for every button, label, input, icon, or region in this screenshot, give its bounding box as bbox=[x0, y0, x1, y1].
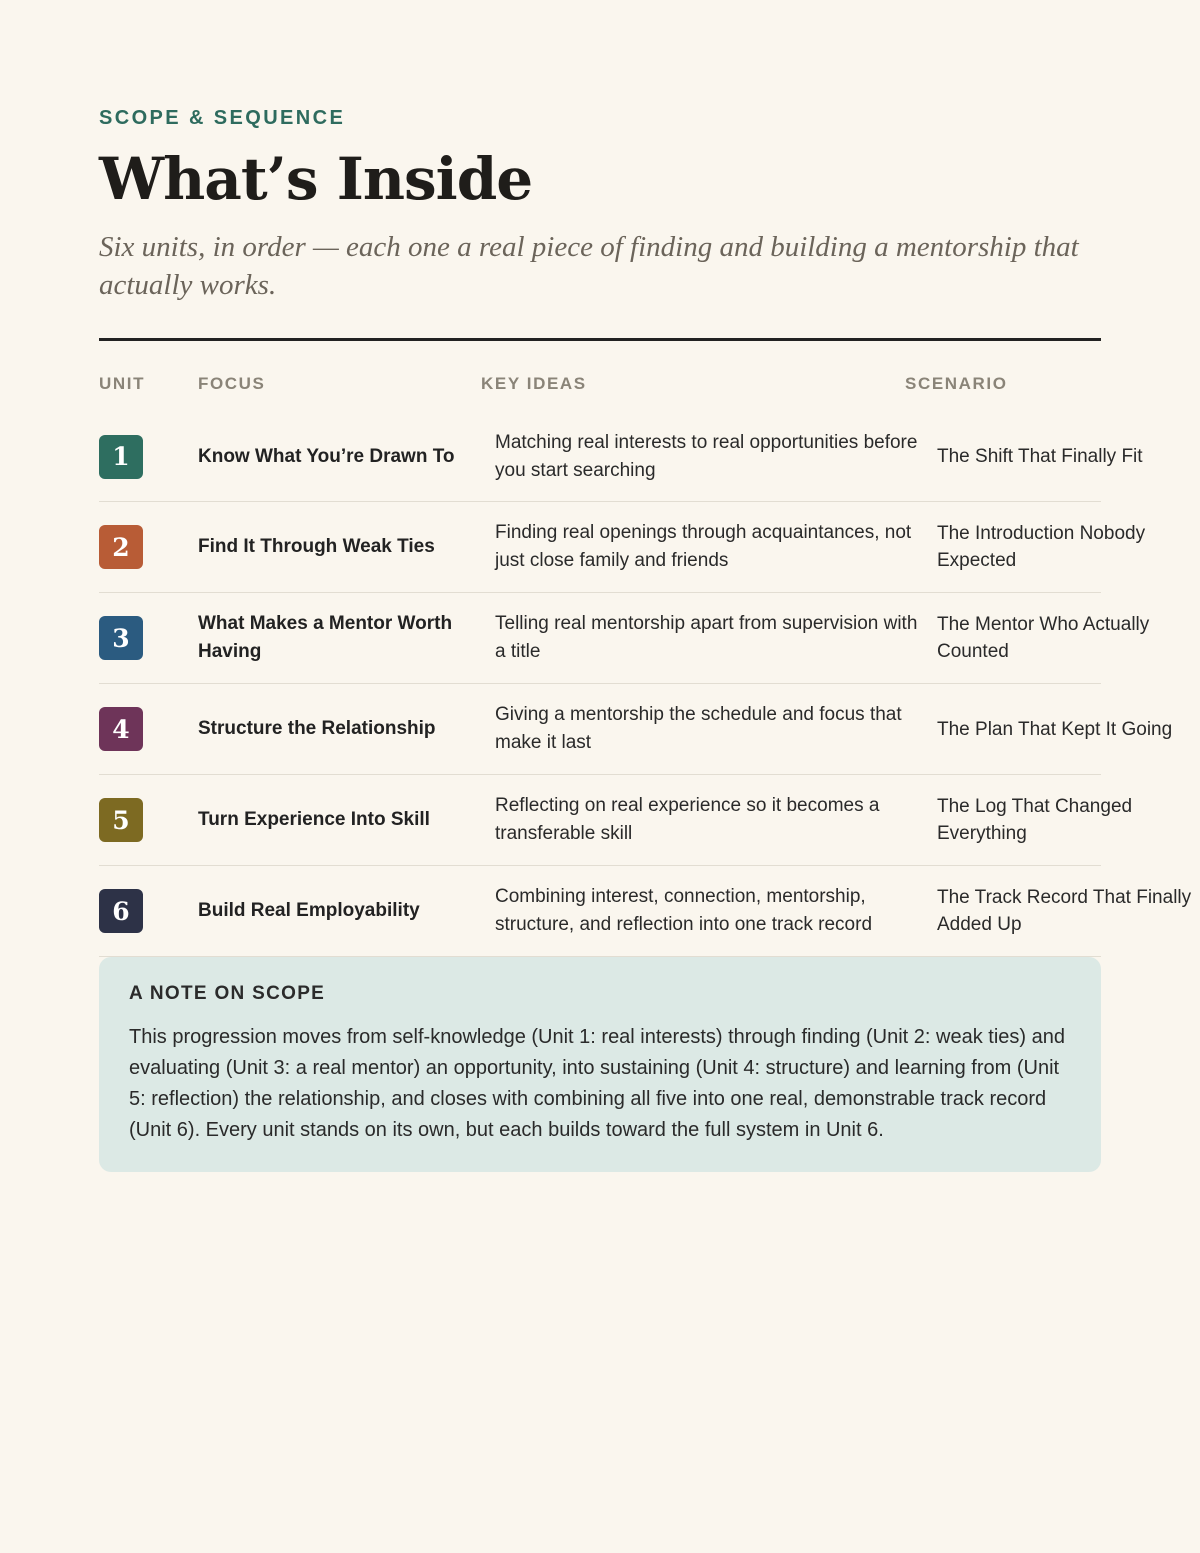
table-body bbox=[99, 412, 1192, 957]
note-body: This progression moves from self-knowledge (Unit 1: real interests) through finding (Unit 2: weak ties) and evaluating (Unit 3: a real mentor) an opportunity, into sustaining (Unit 4: structure) and learning from (Unit 5: reflection) the relationship, and closes with combining all five into one real, demonstrable track record (Unit 6). Every unit stands on its own, but each builds toward the full system in Unit 6. bbox=[129, 1026, 1065, 1141]
column-header-scenario: SCENARIO bbox=[905, 374, 1008, 393]
unit-cell bbox=[99, 525, 198, 569]
scenario-cell: The Shift That Finally Fit bbox=[937, 446, 1143, 467]
column-header-focus: FOCUS bbox=[198, 374, 266, 393]
table-row bbox=[99, 502, 1146, 593]
unit-badge: 6 bbox=[99, 889, 143, 933]
key-ideas-cell: Reflecting on real experience so it becomes a transferable skill bbox=[495, 795, 880, 844]
scenario-cell: The Introduction Nobody Expected bbox=[937, 523, 1146, 571]
table-row bbox=[99, 593, 1150, 684]
column-header-key-ideas: KEY IDEAS bbox=[481, 374, 587, 393]
unit-cell bbox=[99, 889, 198, 933]
table-row bbox=[99, 684, 1173, 775]
page-title: What’s Inside bbox=[99, 145, 533, 213]
unit-cell bbox=[99, 435, 198, 479]
unit-badge: 5 bbox=[99, 798, 143, 842]
key-ideas-cell: Giving a mentorship the schedule and focus that make it last bbox=[495, 704, 902, 753]
table-row bbox=[99, 775, 1133, 866]
focus-cell: Know What You’re Drawn To bbox=[198, 445, 455, 467]
scenario-cell: The Plan That Kept It Going bbox=[937, 718, 1173, 740]
unit-cell bbox=[99, 616, 198, 660]
key-ideas-cell: Telling real mentorship apart from supervision with a title bbox=[495, 613, 918, 662]
scenario-cell: The Mentor Who Actually Counted bbox=[937, 614, 1150, 662]
scenario-cell: The Log That Changed Everything bbox=[937, 796, 1133, 844]
table-row bbox=[99, 412, 1143, 502]
unit-cell bbox=[99, 798, 198, 842]
unit-cell bbox=[99, 707, 198, 751]
section-eyebrow: SCOPE & SEQUENCE bbox=[99, 107, 346, 129]
unit-badge: 3 bbox=[99, 616, 143, 660]
unit-badge: 1 bbox=[99, 435, 143, 479]
key-ideas-cell: Matching real interests to real opportunities before you start searching bbox=[495, 431, 918, 481]
focus-cell: Turn Experience Into Skill bbox=[198, 809, 430, 830]
scenario-cell: The Track Record That Finally Added Up bbox=[937, 887, 1192, 935]
scope-sequence-table bbox=[99, 338, 1192, 957]
scope-note bbox=[99, 957, 1101, 1172]
focus-cell: Build Real Employability bbox=[198, 900, 420, 921]
unit-badge: 4 bbox=[99, 707, 143, 751]
focus-cell: Structure the Relationship bbox=[198, 718, 436, 739]
table-header bbox=[99, 341, 1101, 395]
page-subtitle: Six units, in order — each one a real piece of finding and building a mentorship that actually works. bbox=[99, 231, 1079, 301]
unit-badge: 2 bbox=[99, 525, 143, 569]
focus-cell: What Makes a Mentor Worth Having bbox=[198, 613, 453, 662]
table-row bbox=[99, 866, 1192, 957]
key-ideas-cell: Combining interest, connection, mentorship, structure, and reflection into one track record bbox=[495, 886, 873, 935]
column-header-unit: UNIT bbox=[99, 374, 146, 393]
key-ideas-cell: Finding real openings through acquaintances, not just close family and friends bbox=[495, 522, 912, 571]
focus-cell: Find It Through Weak Ties bbox=[198, 536, 435, 557]
note-title: A NOTE ON SCOPE bbox=[129, 983, 326, 1004]
